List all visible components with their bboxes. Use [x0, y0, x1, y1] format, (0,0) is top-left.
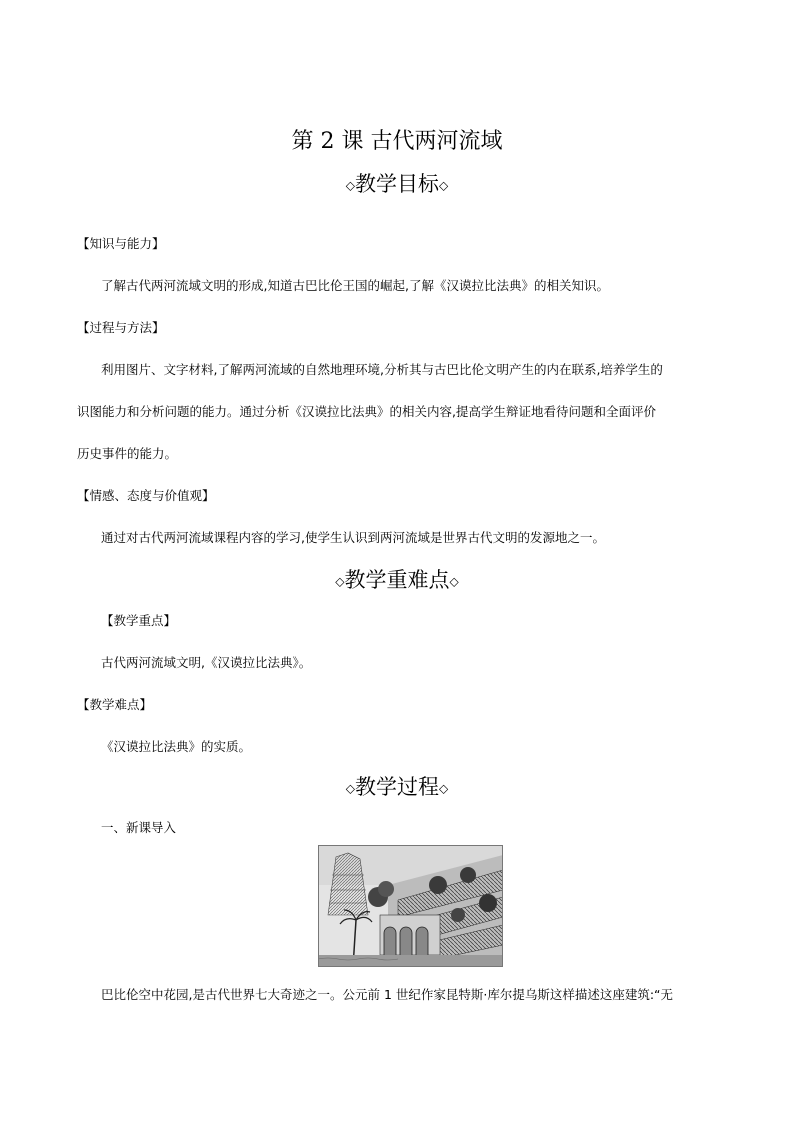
section-heading-text: 教学目标: [355, 172, 439, 196]
diamond-icon: ◇: [439, 781, 449, 796]
difficulty-label: 【教学难点】: [77, 697, 153, 712]
knowledge-label: 【知识与能力】: [77, 236, 165, 251]
intro-heading: 一、新课导入: [101, 820, 177, 835]
process-method-line: 利用图片、文字材料,了解两河流域的自然地理环境,分析其与古巴比伦文明产生的内在联系,培养学生的: [101, 362, 663, 377]
diamond-icon: ◇: [449, 574, 459, 589]
diamond-icon: ◇: [345, 178, 355, 193]
focus-text: 古代两河流域文明,《汉谟拉比法典》。: [101, 655, 312, 670]
knowledge-text: 了解古代两河流域文明的形成,知道古巴比伦王国的崛起,了解《汉谟拉比法典》的相关知识。: [101, 278, 609, 293]
diamond-icon: ◇: [345, 781, 355, 796]
process-method-label: 【过程与方法】: [77, 320, 165, 335]
emotion-label: 【情感、态度与价值观】: [77, 488, 215, 503]
process-method-line: 历史事件的能力。: [77, 446, 178, 461]
difficulty-text: 《汉谟拉比法典》的实质。: [101, 739, 252, 754]
section-heading-text: 教学过程: [355, 775, 439, 799]
section-heading-goals: [0, 168, 794, 198]
page-title: 第 2 课 古代两河流域: [291, 129, 503, 154]
section-heading-key-points: [0, 564, 794, 594]
focus-label: 【教学重点】: [101, 613, 177, 628]
diamond-icon: ◇: [335, 574, 345, 589]
hanging-gardens-image: [318, 845, 503, 967]
section-heading-text: 教学重难点: [344, 568, 450, 592]
emotion-text: 通过对古代两河流域课程内容的学习,使学生认识到两河流域是世界古代文明的发源地之一。: [101, 530, 605, 545]
diamond-icon: ◇: [439, 178, 449, 193]
intro-text: 巴比伦空中花园,是古代世界七大奇迹之一。公元前 1 世纪作家昆特斯·库尔提乌斯这样描述这座建筑:“无: [101, 987, 674, 1002]
hanging-gardens-engraving-icon: [318, 845, 503, 967]
process-method-line: 识图能力和分析问题的能力。通过分析《汉谟拉比法典》的相关内容,提高学生辩证地看待问题和全面评价: [77, 404, 656, 419]
section-heading-process: [0, 771, 794, 801]
